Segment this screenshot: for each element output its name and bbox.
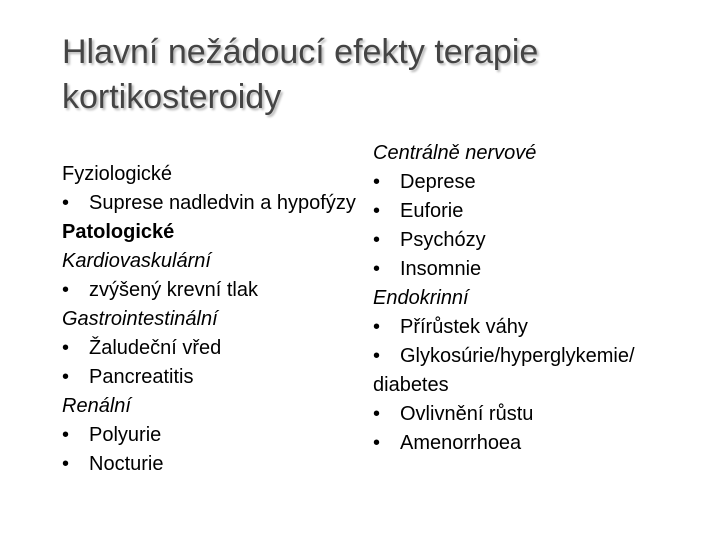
section-heading-endokrinni: Endokrinní xyxy=(373,287,469,309)
bullet-icon: • xyxy=(62,424,70,446)
section-heading-renalni: Renální xyxy=(62,395,131,417)
right-column xyxy=(373,139,713,458)
list-item-deprese xyxy=(373,168,713,197)
list-item-euforie xyxy=(373,197,713,226)
list-item-polyurie xyxy=(62,421,362,450)
list-item-diabetes-continuation: diabetes xyxy=(373,374,449,396)
list-item-amenorrhoea xyxy=(373,429,713,458)
list-item-text: Insomnie xyxy=(400,258,482,280)
slide-title-line-2: kortikosteroidy xyxy=(62,78,282,116)
list-item-tlak xyxy=(62,276,362,305)
section-heading-gastrointestinalni: Gastrointestinální xyxy=(62,308,218,330)
list-item-text: Ovlivnění růstu xyxy=(400,403,534,425)
list-item-text: Pancreatitis xyxy=(89,366,194,388)
slide-title xyxy=(62,30,702,120)
bullet-icon: • xyxy=(62,192,70,214)
list-item-text: Přírůstek váhy xyxy=(400,316,528,338)
list-item-ovlivneni xyxy=(373,400,713,429)
bullet-icon: • xyxy=(62,366,70,388)
list-item-suprese xyxy=(62,189,362,218)
bullet-icon: • xyxy=(62,279,70,301)
section-heading-centralne-nervove: Centrálně nervové xyxy=(373,142,537,164)
list-item-text: Psychózy xyxy=(400,229,486,251)
bullet-icon: • xyxy=(62,337,70,359)
bullet-icon: • xyxy=(373,432,381,454)
list-item-psychozy xyxy=(373,226,713,255)
list-item-pancreatitis xyxy=(62,363,362,392)
bullet-icon: • xyxy=(373,200,381,222)
list-item-text: Žaludeční vřed xyxy=(89,337,222,359)
list-item-text: Euforie xyxy=(400,200,464,222)
section-heading-patologicke: Patologické xyxy=(62,221,175,243)
list-item-nocturie xyxy=(62,450,362,479)
slide-title-line-1: Hlavní nežádoucí efekty terapie xyxy=(62,33,539,71)
list-item-glykosurie xyxy=(373,342,713,371)
list-item-text: zvýšený krevní tlak xyxy=(89,279,258,301)
list-item-text: Deprese xyxy=(400,171,476,193)
list-item-vred xyxy=(62,334,362,363)
list-item-prirustek xyxy=(373,313,713,342)
list-item-text: Suprese nadledvin a hypofýzy xyxy=(89,192,356,214)
list-item-text: Glykosúrie/hyperglykemie/ xyxy=(400,345,635,367)
list-item-insomnie xyxy=(373,255,713,284)
bullet-icon: • xyxy=(373,403,381,425)
list-item-text: Polyurie xyxy=(89,424,162,446)
bullet-icon: • xyxy=(373,229,381,251)
left-column xyxy=(62,160,362,479)
list-item-text: Amenorrhoea xyxy=(400,432,522,454)
bullet-icon: • xyxy=(373,316,381,338)
bullet-icon: • xyxy=(373,258,381,280)
list-item-text: Nocturie xyxy=(89,453,164,475)
bullet-icon: • xyxy=(62,453,70,475)
section-heading-fyziologicke: Fyziologické xyxy=(62,163,173,185)
bullet-icon: • xyxy=(373,345,381,367)
bullet-icon: • xyxy=(373,171,381,193)
section-heading-kardiovaskularni: Kardiovaskulární xyxy=(62,250,211,272)
